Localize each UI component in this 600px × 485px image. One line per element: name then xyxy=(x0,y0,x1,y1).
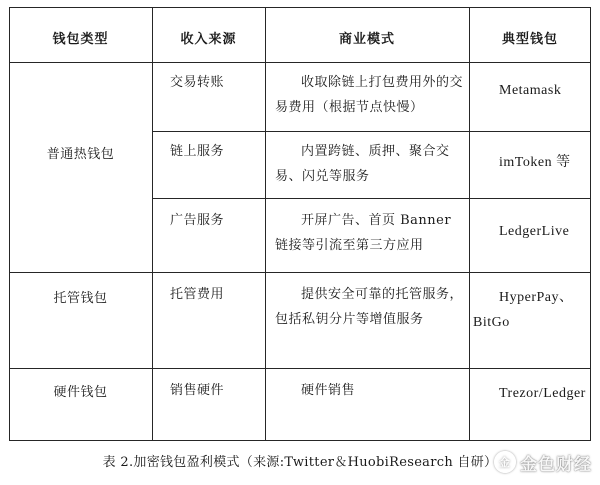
wallet-type-hardware: 硬件钱包 xyxy=(53,385,108,400)
table-rule-right xyxy=(590,7,591,441)
table-rule-left xyxy=(9,7,10,441)
typical-wallet-trezor-ledger: Trezor/Ledger xyxy=(499,386,586,401)
typical-wallet-hyperpay-bitgo: HyperPay、BitGo xyxy=(473,290,574,330)
revenue-source-hardware: 销售硬件 xyxy=(170,383,225,398)
header-business-model: 商业模式 xyxy=(338,32,395,47)
wallet-type-custodial: 托管钱包 xyxy=(53,291,108,306)
typical-wallet-ledgerlive: LedgerLive xyxy=(499,224,570,239)
table-rule-header xyxy=(9,62,591,63)
typical-wallet-metamask: Metamask xyxy=(499,83,562,98)
business-model-hardware: 硬件销售 xyxy=(301,383,356,398)
header-revenue-source: 收入来源 xyxy=(180,32,237,47)
revenue-source-onchain: 链上服务 xyxy=(170,144,225,159)
table-caption: 表 2.加密钱包盈利模式（来源:Twitter＆HuobiResearch 自研） xyxy=(102,455,498,470)
business-model-ads: 开屏广告、首页 Banner 链接等引流至第三方应用 xyxy=(275,213,452,253)
watermark xyxy=(494,449,592,475)
table-rule-col-1 xyxy=(152,7,153,441)
jinse-logo-icon: 金 xyxy=(494,451,516,473)
wallet-type-hot: 普通热钱包 xyxy=(46,147,115,162)
table-rule-inner-1 xyxy=(152,131,591,132)
business-model-custody: 提供安全可靠的托管服务，包括私钥分片等增值服务 xyxy=(275,287,464,327)
table-rule-top xyxy=(9,7,591,8)
business-model-transfer: 收取除链上打包费用外的交易费用（根据节点快慢） xyxy=(275,75,464,115)
table-rule-col-3 xyxy=(469,7,470,441)
table-rule-group-1 xyxy=(9,272,591,273)
revenue-source-ads: 广告服务 xyxy=(170,213,225,228)
header-wallet-type: 钱包类型 xyxy=(52,32,109,47)
table-rule-inner-2 xyxy=(152,198,591,199)
revenue-source-custody: 托管费用 xyxy=(170,287,225,302)
header-typical-wallet: 典型钱包 xyxy=(501,32,558,47)
watermark-text: 金色财经 xyxy=(520,454,592,475)
business-model-onchain: 内置跨链、质押、聚合交易、闪兑等服务 xyxy=(275,144,450,184)
table-rule-group-2 xyxy=(9,368,591,369)
typical-wallet-imtoken: imToken 等 xyxy=(499,155,571,170)
table-rule-col-2 xyxy=(265,7,266,441)
table-rule-bottom xyxy=(9,440,591,441)
wallet-revenue-table xyxy=(9,7,591,441)
revenue-source-transfer: 交易转账 xyxy=(170,75,225,90)
